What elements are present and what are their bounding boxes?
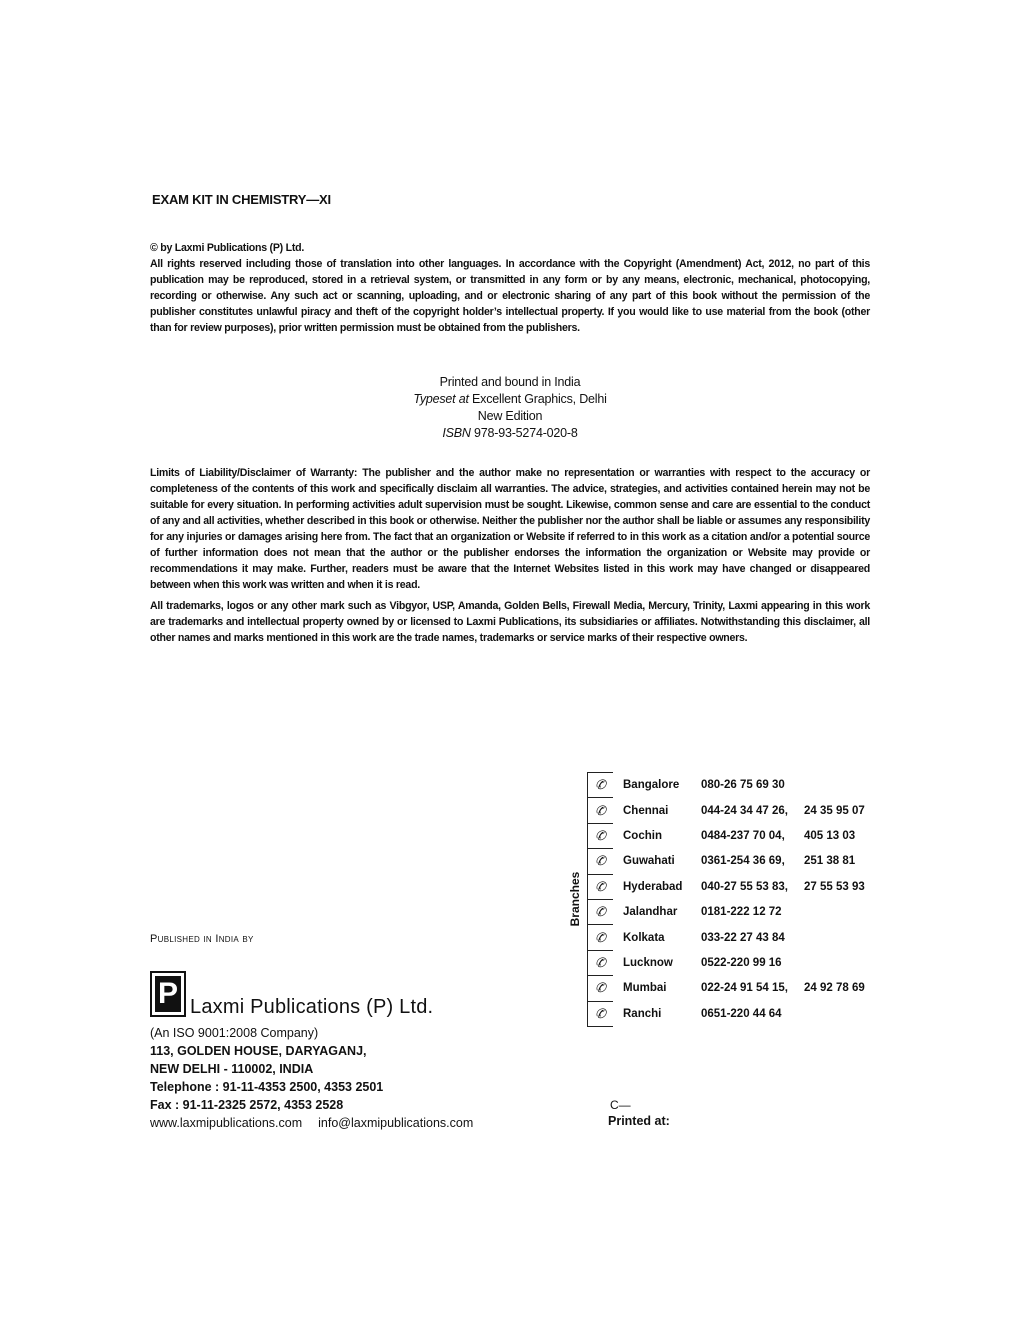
phone-icon: ✆ [595,827,606,843]
printed-in: Printed and bound in India [439,375,581,389]
phone-icon: ✆ [595,929,606,945]
branch-city: Lucknow [623,956,673,969]
branches-label: Branches [568,871,582,927]
branch-row [588,976,865,1001]
branch-row [588,925,785,950]
branch-row [588,1002,782,1027]
phone-icon: ✆ [595,904,606,920]
branch-phone: 0484-237 70 04, [701,829,785,842]
branch-city: Ranchi [623,1007,662,1020]
phone-icon: ✆ [595,802,606,818]
address-line: 113, GOLDEN HOUSE, DARYAGANJ, [150,1044,367,1058]
phone-icon: ✆ [595,1005,606,1021]
branch-city: Guwahati [623,855,675,868]
branch-row [588,798,865,823]
printed-at: Printed at: [608,1114,670,1128]
email-link[interactable]: info@laxmipublications.com [318,1116,474,1130]
branch-city: Jalandhar [623,906,678,919]
phone-icon: ✆ [595,878,606,894]
branch-phone: 0651-220 44 64 [701,1007,782,1020]
published-by: Published in India by [150,933,254,945]
copyright-text: All rights reserved including those of translation into other languages. In accordance with the Copyright (Amendment) Act, 2012, no part of this publication may be reproduced, stored in a retrieval system, or transmitted in any form or by any means, electronic, mechanical, photocopying, recording or otherwise. Any such act or scanning, uploading, and or electronic sharing of any part of this book without the permission of the publisher constitutes unlawful piracy and theft of the copyright holder’s intellectual property. If you would like to use material from the book (other than for review purposes), prior written permission must be obtained from the publishers. [150,258,870,334]
branch-city: Cochin [623,829,662,842]
copyright-block [150,240,870,336]
address-line: NEW DELHI - 110002, INDIA [150,1062,314,1076]
imprint-block [150,374,870,442]
branch-row [588,849,856,874]
branch-phone: 033-22 27 43 84 [701,931,785,944]
phone-icon: ✆ [595,853,606,869]
branch-phone: 0181-222 12 72 [701,906,782,919]
branch-phone: 044-24 34 47 26, [701,804,788,817]
trademarks-text: All trademarks, logos or any other mark such as Vibgyor, USP, Amanda, Golden Bells, Firewall Media, Mercury, Trinity, Laxmi appearing in this work are trademarks and intellectual property owned by or licensed to Laxmi Publications, its subsidiaries or affiliates. Notwithstanding this disclaimer, all other names and marks mentioned in this work are the trade names, trademarks or service marks of their respective owners. [150,600,870,644]
branch-city: Hyderabad [623,880,683,893]
book-title: EXAM KIT IN CHEMISTRY—XI [152,192,331,207]
branch-phone: 0361-254 36 69, [701,855,785,868]
branch-row [588,824,856,849]
typeset: Typeset at Excellent Graphics, Delhi [413,392,607,406]
print-code: C— [610,1098,631,1112]
telephone: Telephone : 91-11-4353 2500, 4353 2501 [150,1080,384,1094]
website-link[interactable]: www.laxmipublications.com [150,1116,303,1130]
branches-table [587,772,865,1027]
branch-city: Bangalore [623,779,680,792]
phone-icon: ✆ [595,980,606,996]
isbn: ISBN 978-93-5274-020-8 [442,426,578,440]
iso-line: (An ISO 9001:2008 Company) [150,1026,319,1040]
disclaimer-text: The publisher and the author make no representation or warranties with respect to the accuracy or completeness of the contents of this work and specifically disclaim all warranties. The advice, strategies, and activities contained herein may not be suitable for every situation. In performing activities adult supervision must be sought. Likewise, common sense and care are essential to the conduct of any and all activities, whether described in this book or otherwise. Neither the publisher nor the author shall be liable or assumes any responsibility for any injuries or damages arising here from. The fact that an organization or Website if referred to in this work as a citation and/or a potential source of further information does not mean that the author or the publisher endorses the information the organization or Website may provide or recommendations it may make. Further, readers must be aware that the Internet Websites listed in this work may have changed or disappeared between when this work was written and when it is read. [150,467,870,591]
branch-phone: 080-26 75 69 30 [701,779,785,792]
branch-city: Kolkata [623,931,665,944]
branch-phone-alt: 27 55 53 93 [804,880,865,893]
branch-phone: 040-27 55 53 83, [701,880,788,893]
branch-phone: 022-24 91 54 15, [701,982,788,995]
phone-icon: ✆ [595,954,606,970]
branch-row [588,951,782,976]
branch-phone-alt: 405 13 03 [804,829,856,842]
edition: New Edition [477,409,543,423]
branch-row [588,900,782,925]
fax: Fax : 91-11-2325 2572, 4353 2528 [150,1098,344,1112]
branch-phone-alt: 251 38 81 [804,855,856,868]
publisher-name: Laxmi Publications (P) Ltd. [190,996,434,1018]
branch-city: Mumbai [623,982,667,995]
branch-phone-alt: 24 92 78 69 [804,982,865,995]
disclaimer-block [150,465,870,646]
branch-row [588,875,865,900]
branch-row [588,772,785,798]
branch-phone: 0522-220 99 16 [701,956,782,969]
branch-phone-alt: 24 35 95 07 [804,804,865,817]
phone-icon: ✆ [595,777,606,793]
publisher-logo: P [150,971,186,1017]
disclaimer-heading: Limits of Liability/Disclaimer of Warranty: [150,467,358,479]
publisher-address [150,1024,489,1132]
branch-city: Chennai [623,804,669,817]
copyright-line: © by Laxmi Publications (P) Ltd. [150,242,305,254]
